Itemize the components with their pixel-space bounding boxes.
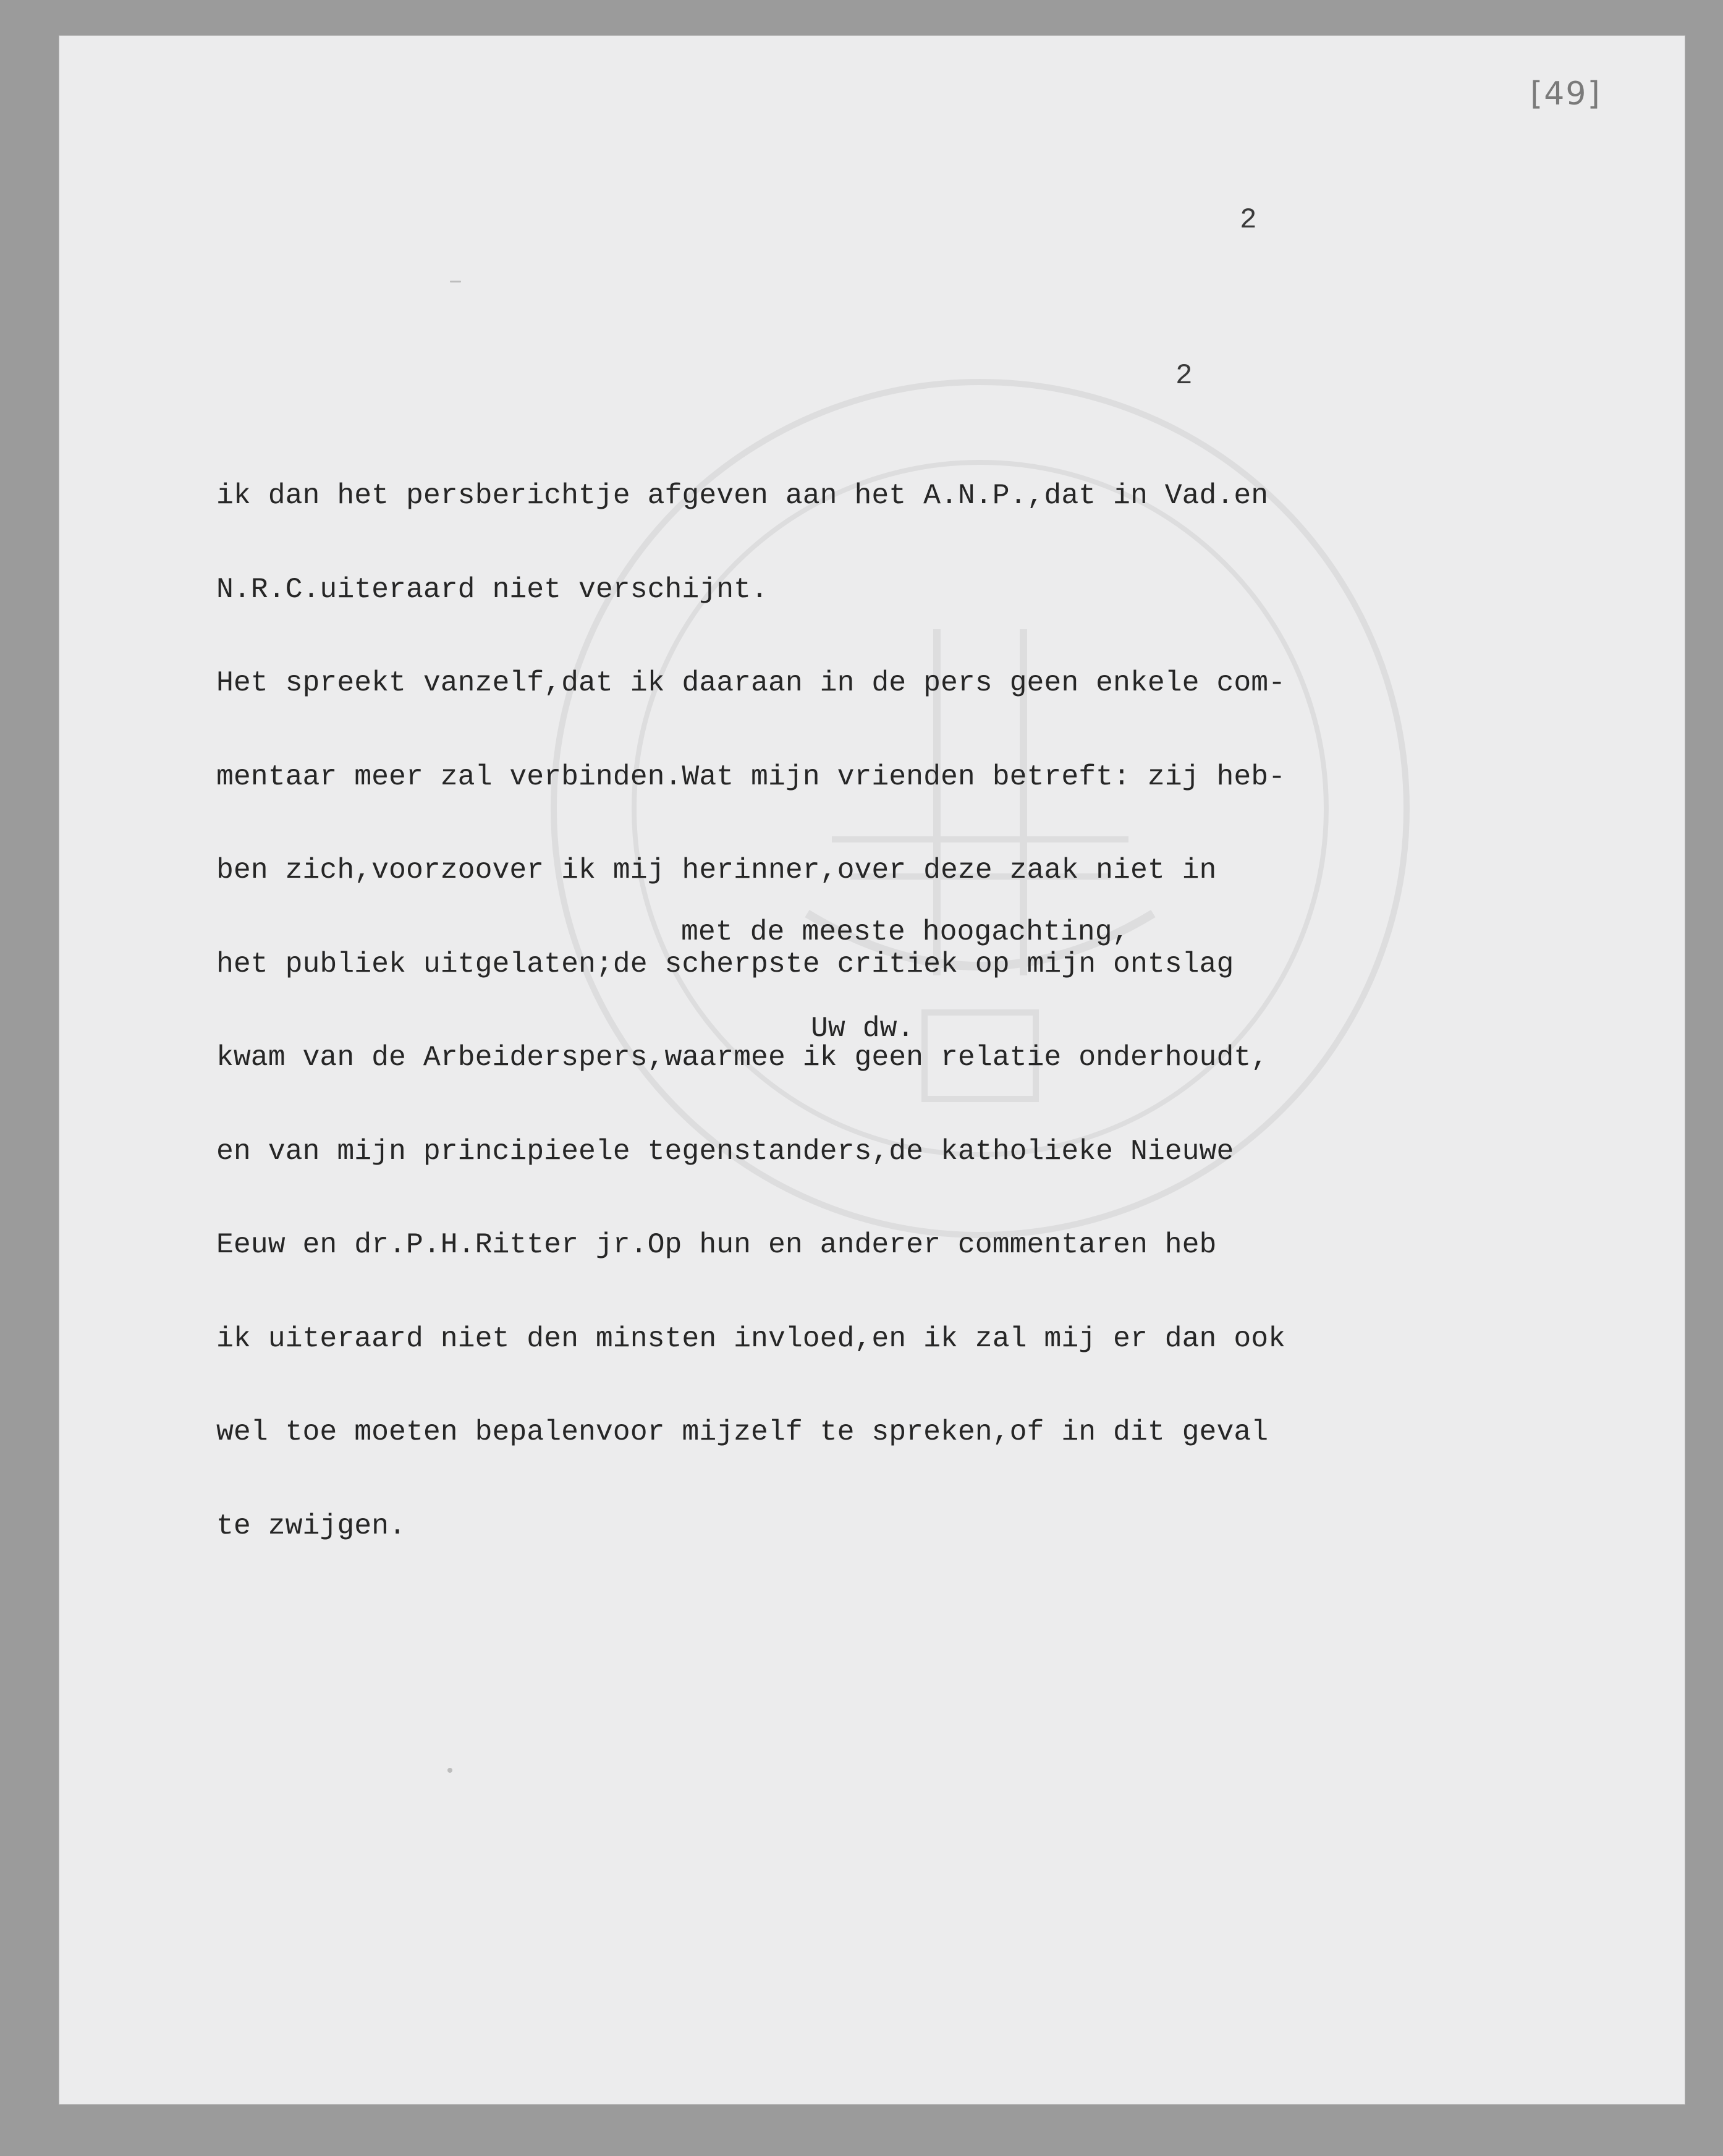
body-line: Het spreekt vanzelf,dat ik daaraan in de pers geen enkele com- (216, 666, 1286, 699)
letter-page (59, 36, 1685, 2104)
body-line: en van mijn principieele tegenstanders,de katholieke Nieuwe (216, 1134, 1234, 1168)
closing-salutation: met de meeste hoogachting, (681, 915, 1130, 948)
body-line: wel toe moeten bepalenvoor mijzelf te spreken,of in dit geval (216, 1415, 1269, 1448)
paper-speck (447, 1768, 452, 1773)
paper-speck (450, 281, 461, 282)
body-line: mentaar meer zal verbinden.Wat mijn vrienden betreft: zij heb- (216, 760, 1286, 793)
letter-closing (681, 852, 1130, 1109)
page-number-pencil: 2 (1240, 204, 1257, 236)
body-line: ik dan het persberichtje afgeven aan het A.N.P.,dat in Vad.en (216, 479, 1269, 512)
body-line: Eeuw en dr.P.H.Ritter jr.Op hun en anderer commentaren heb (216, 1228, 1217, 1261)
page-number-typed: 2 (1175, 360, 1193, 392)
body-line: het publiek uitgelaten;de scherpste critiek op mijn ontslag (216, 947, 1234, 980)
archive-number: [49] (1530, 75, 1601, 112)
body-line: N.R.C.uiteraard niet verschijnt. (216, 572, 768, 606)
body-line: ben zich,voorzoover ik mij herinner,over deze zaak niet in (216, 854, 1217, 886)
body-line: te zwijgen. (216, 1509, 406, 1542)
signature: Uw dw. (811, 1012, 915, 1045)
body-line: kwam van de Arbeiderspers,waarmee ik geen relatie onderhoudt, (216, 1041, 1269, 1074)
body-line: ik uiteraard niet den minsten invloed,en ik zal mij er dan ook (216, 1322, 1286, 1355)
